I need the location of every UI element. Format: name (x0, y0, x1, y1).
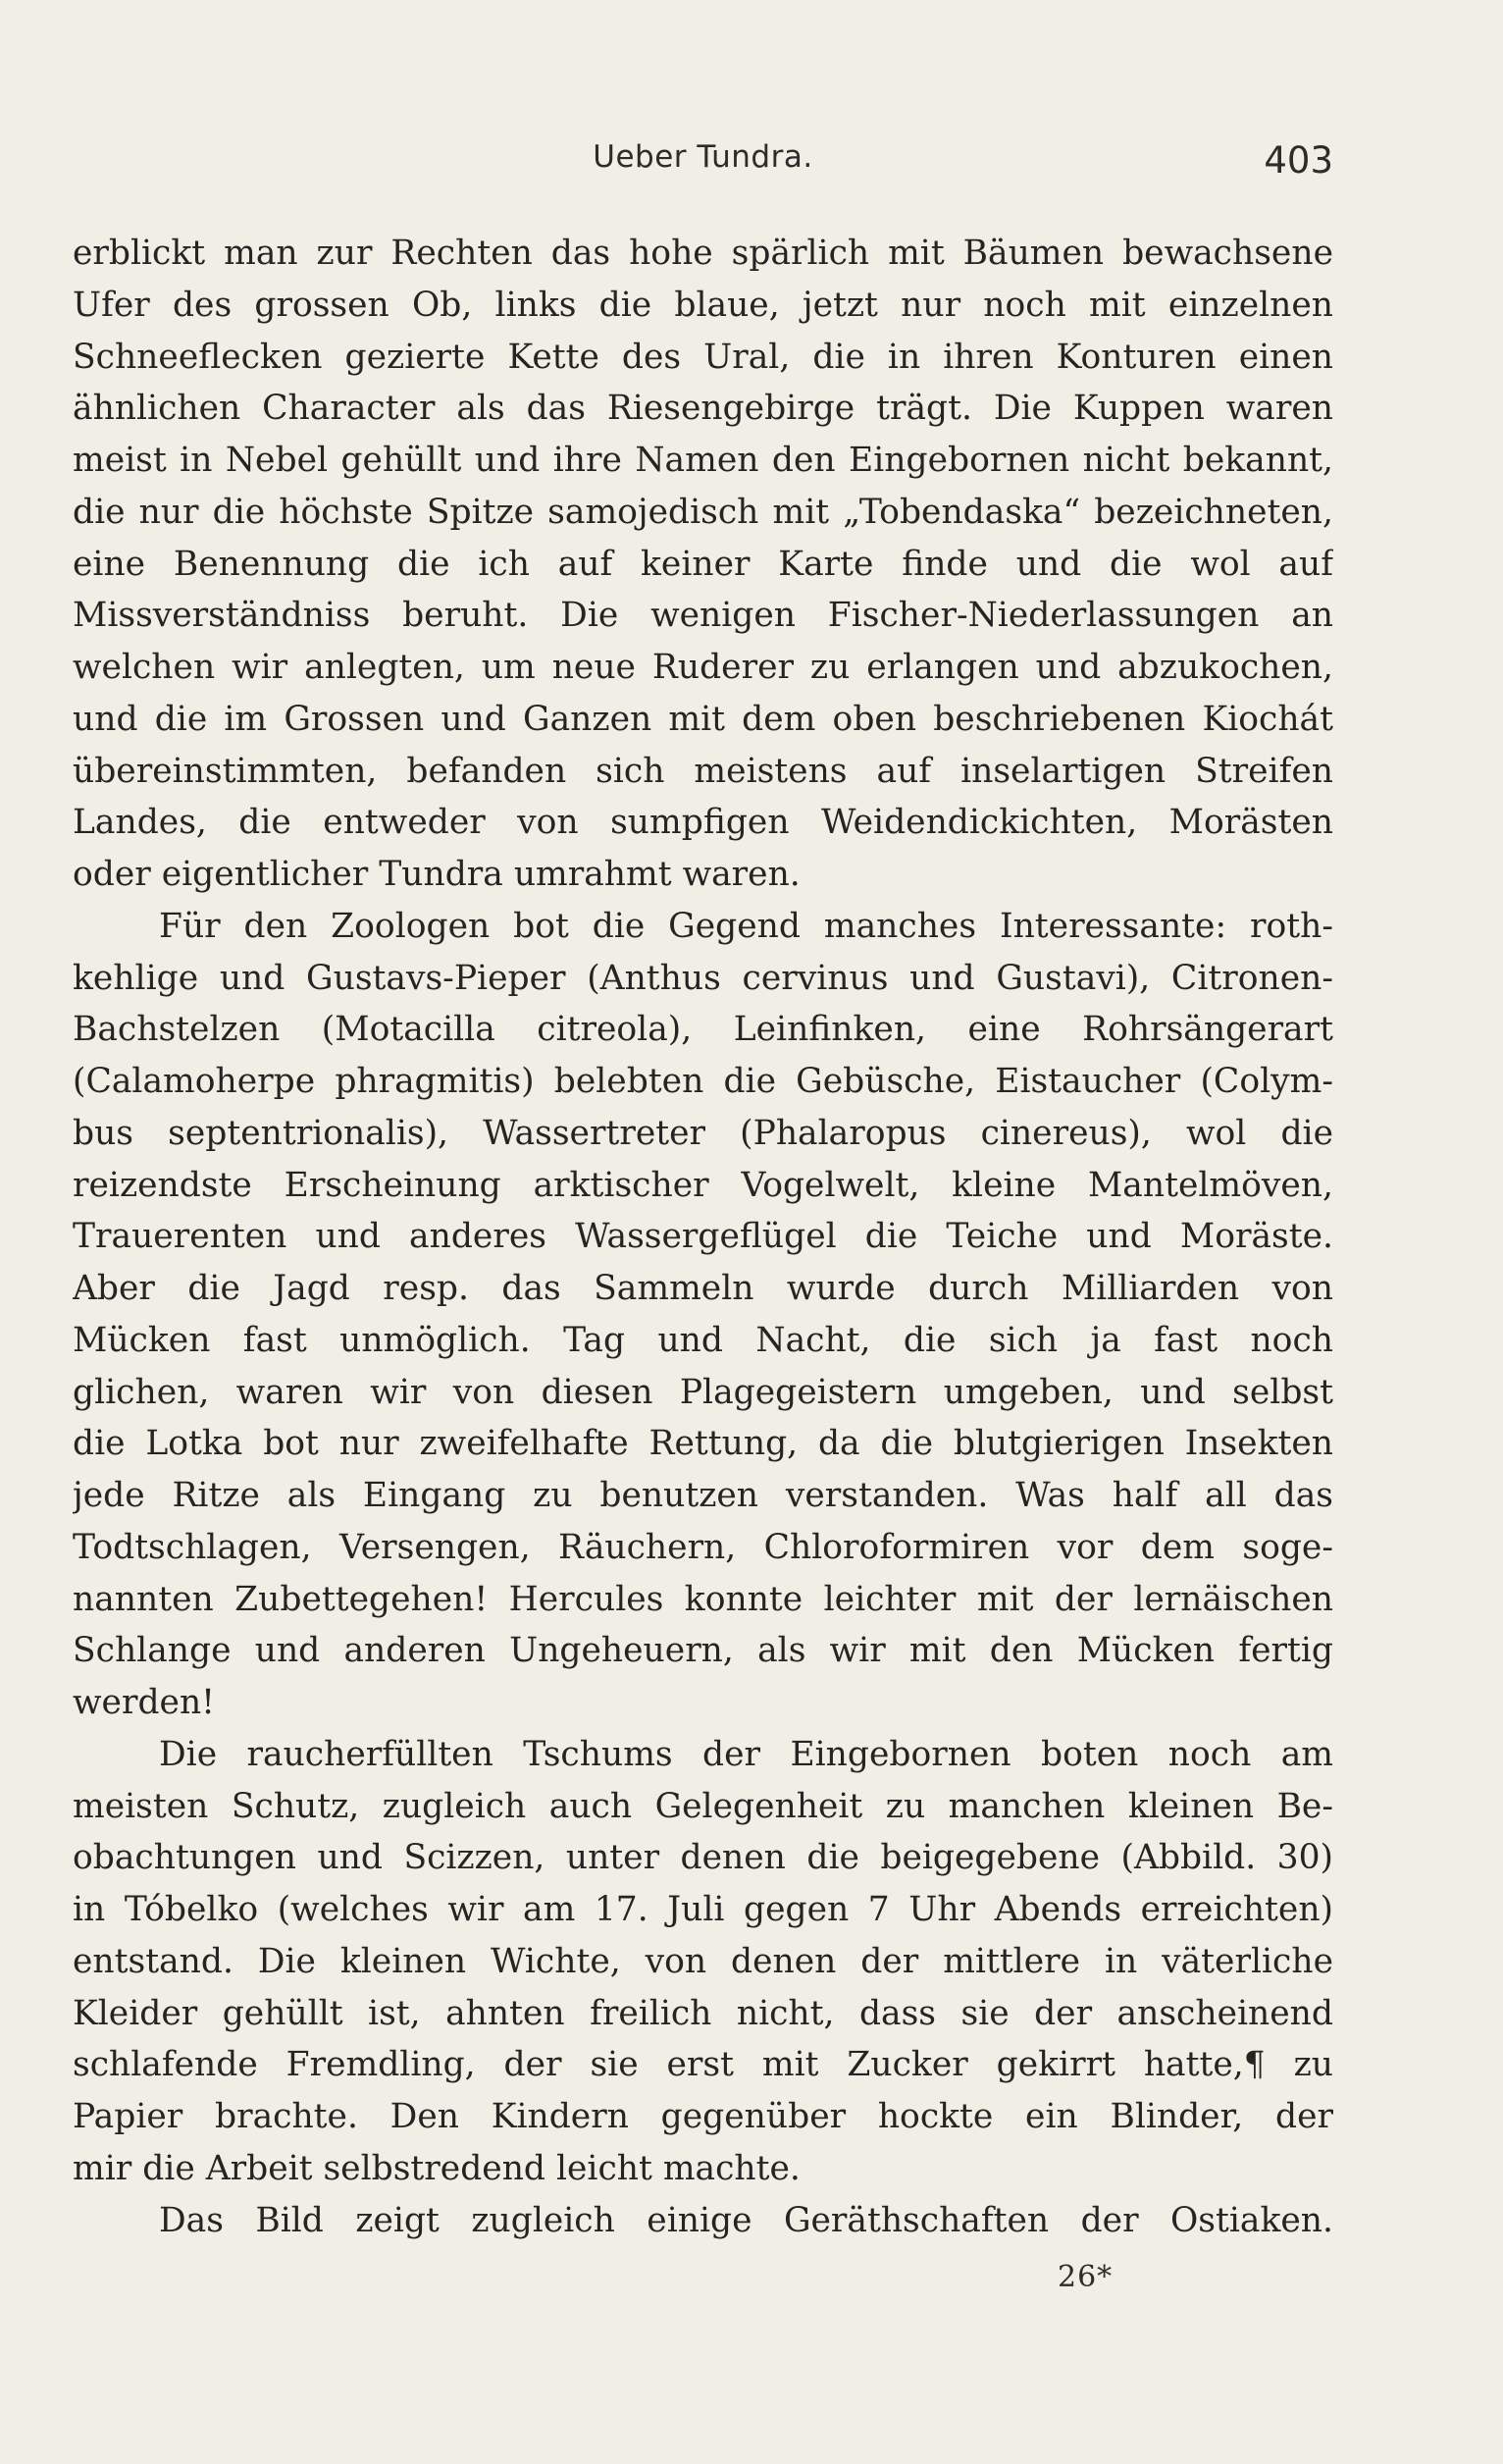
text-line: in Tóbelko (welches wir am 17. Juli gegen 7 Uhr Abends erreichten) (73, 1890, 1333, 1929)
text-line: Für den Zoologen bot die Gegend manches Interessante: roth- (159, 906, 1333, 946)
text-line: Schlange und anderen Ungeheuern, als wir mit den Mücken fertig (73, 1631, 1333, 1671)
text-line: Missverständniss beruht. Die wenigen Fischer-Niederlassungen an (73, 596, 1333, 636)
text-line: Schneeflecken gezierte Kette des Ural, die in ihren Konturen einen (73, 337, 1333, 377)
text-line: glichen, waren wir von diesen Plagegeistern umgeben, und selbst (73, 1372, 1333, 1412)
text-line: meist in Nebel gehüllt und ihre Namen den Eingebornen nicht bekannt, (73, 441, 1333, 480)
text-line: Mücken fast unmöglich. Tag und Nacht, die sich ja fast noch (73, 1320, 1333, 1360)
text-line: und die im Grossen und Ganzen mit dem oben beschriebenen Kiochát (73, 699, 1333, 739)
text-line: Aber die Jagd resp. das Sammeln wurde durch Milliarden von (73, 1269, 1333, 1308)
text-line: Bachstelzen (Motacilla citreola), Leinfinken, eine Rohrsängerart (73, 1010, 1333, 1050)
text-line: reizendste Erscheinung arktischer Vogelwelt, kleine Mantelmöven, (73, 1165, 1333, 1205)
text-line: kehlige und Gustavs-Pieper (Anthus cervinus und Gustavi), Citronen- (73, 958, 1333, 998)
text-line: Kleider gehüllt ist, ahnten freilich nicht, dass sie der anscheinend (73, 1993, 1333, 2033)
text-line: Todtschlagen, Versengen, Räuchern, Chloroformiren vor dem soge- (73, 1527, 1333, 1567)
text-line: schlafende Fremdling, der sie erst mit Zucker gekirrt hatte,¶ zu (73, 2045, 1333, 2085)
page-number: 403 (1264, 139, 1333, 182)
body-text (73, 228, 1333, 2246)
text-line: übereinstimmten, befanden sich meistens auf inselartigen Streifen (73, 751, 1333, 791)
running-title: Ueber Tundra. (593, 139, 813, 175)
text-line: ähnlichen Character als das Riesengebirge trägt. Die Kuppen waren (73, 389, 1333, 429)
text-line: jede Ritze als Eingang zu benutzen verstanden. Was half all das (73, 1476, 1333, 1515)
text-line: mir die Arbeit selbstredend leicht machte. (73, 2148, 801, 2188)
text-line: erblickt man zur Rechten das hohe spärlich mit Bäumen bewachsene (73, 234, 1333, 273)
text-line: Papier brachte. Den Kindern gegenüber hockte ein Blinder, der (73, 2097, 1333, 2136)
text-line: Das Bild zeigt zugleich einige Geräthschaften der Ostiaken. (159, 2200, 1333, 2240)
text-line: bus septentrionalis), Wassertreter (Phalaropus cinereus), wol die (73, 1113, 1333, 1153)
text-line: eine Benennung die ich auf keiner Karte finde und die wol auf (73, 544, 1333, 584)
text-line: die Lotka bot nur zweifelhafte Rettung, da die blutgierigen Insekten (73, 1424, 1333, 1464)
text-line: Die raucherfüllten Tschums der Eingebornen boten noch am (159, 1734, 1333, 1774)
text-line: welchen wir anlegten, um neue Ruderer zu erlangen und abzukochen, (73, 648, 1333, 687)
text-line: die nur die höchste Spitze samojedisch mit „Tobendaska“ bezeichneten, (73, 492, 1333, 532)
text-line: oder eigentlicher Tundra umrahmt waren. (73, 855, 801, 894)
text-line: Landes, die entweder von sumpfigen Weidendickichten, Morästen (73, 803, 1333, 843)
text-line: werden! (73, 1683, 216, 1722)
text-line: Ufer des grossen Ob, links die blaue, jetzt nur noch mit einzelnen (73, 285, 1333, 325)
running-head (73, 139, 1333, 198)
text-line: nannten Zubettegehen! Hercules konnte leichter mit der lernäischen (73, 1579, 1333, 1619)
text-line: meisten Schutz, zugleich auch Gelegenheit zu manchen kleinen Be- (73, 1786, 1333, 1826)
printer-signature-mark: 26* (1058, 2260, 1114, 2294)
text-line: entstand. Die kleinen Wichte, von denen der mittlere in väterliche (73, 1941, 1333, 1981)
text-line: Trauerenten und anderes Wassergeflügel die Teiche und Moräste. (73, 1217, 1333, 1257)
text-line: (Calamoherpe phragmitis) belebten die Gebüsche, Eistaucher (Colym- (73, 1062, 1333, 1101)
text-line: obachtungen und Scizzen, unter denen die beigegebene (Abbild. 30) (73, 1838, 1333, 1878)
